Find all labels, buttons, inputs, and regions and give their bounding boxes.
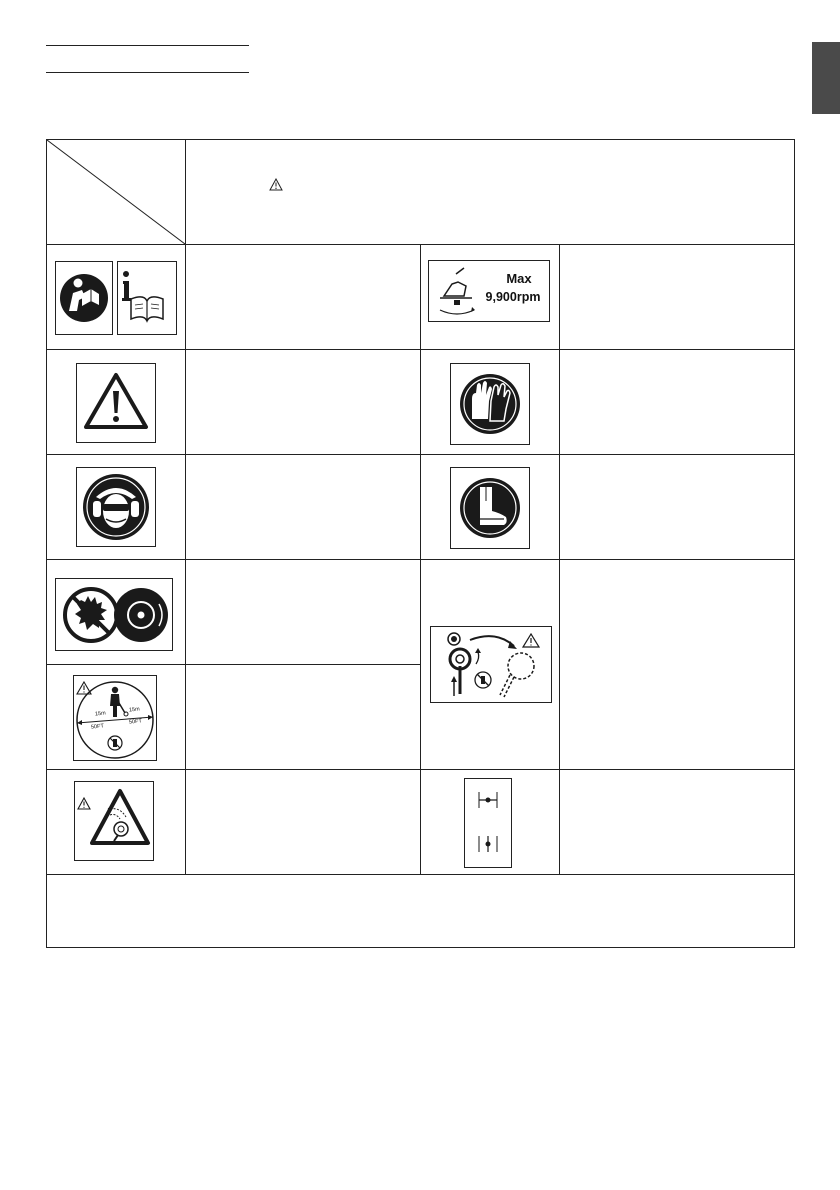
col-divider bbox=[559, 244, 560, 874]
col-divider bbox=[185, 140, 186, 874]
max-speed-icon bbox=[428, 260, 550, 322]
wear-safety-boots-icon bbox=[450, 467, 530, 549]
col-divider bbox=[420, 244, 421, 874]
header-rule-top bbox=[46, 45, 249, 46]
header-corner-diagonal bbox=[47, 140, 185, 244]
max-speed-value: 9,900rpm bbox=[485, 290, 541, 304]
row-divider bbox=[47, 664, 420, 665]
warning-small-icon bbox=[269, 178, 283, 191]
read-manual-icon bbox=[55, 261, 113, 335]
warning-triangle-icon bbox=[76, 363, 156, 443]
wear-eye-ear-protection-icon bbox=[76, 467, 156, 547]
safety-distance-left-m: 15m bbox=[94, 710, 106, 718]
thrown-objects-icon bbox=[74, 781, 154, 861]
header-rule-bottom bbox=[46, 72, 249, 73]
choke-lever-icon bbox=[464, 778, 512, 868]
blade-thrust-icon bbox=[430, 626, 552, 703]
symbols-table bbox=[46, 139, 795, 948]
no-saw-blade-icon bbox=[55, 578, 173, 651]
info-book-icon bbox=[117, 261, 177, 335]
safety-distance-right-m: 15m bbox=[128, 706, 140, 714]
max-speed-label: Max bbox=[506, 271, 532, 286]
safety-distance-right-ft: 50FT bbox=[128, 718, 143, 726]
wear-gloves-icon bbox=[450, 363, 530, 445]
row-divider bbox=[47, 874, 794, 875]
safety-distance-left-ft: 50FT bbox=[90, 723, 105, 731]
safety-distance-icon bbox=[73, 675, 157, 761]
chapter-tab bbox=[812, 42, 840, 114]
